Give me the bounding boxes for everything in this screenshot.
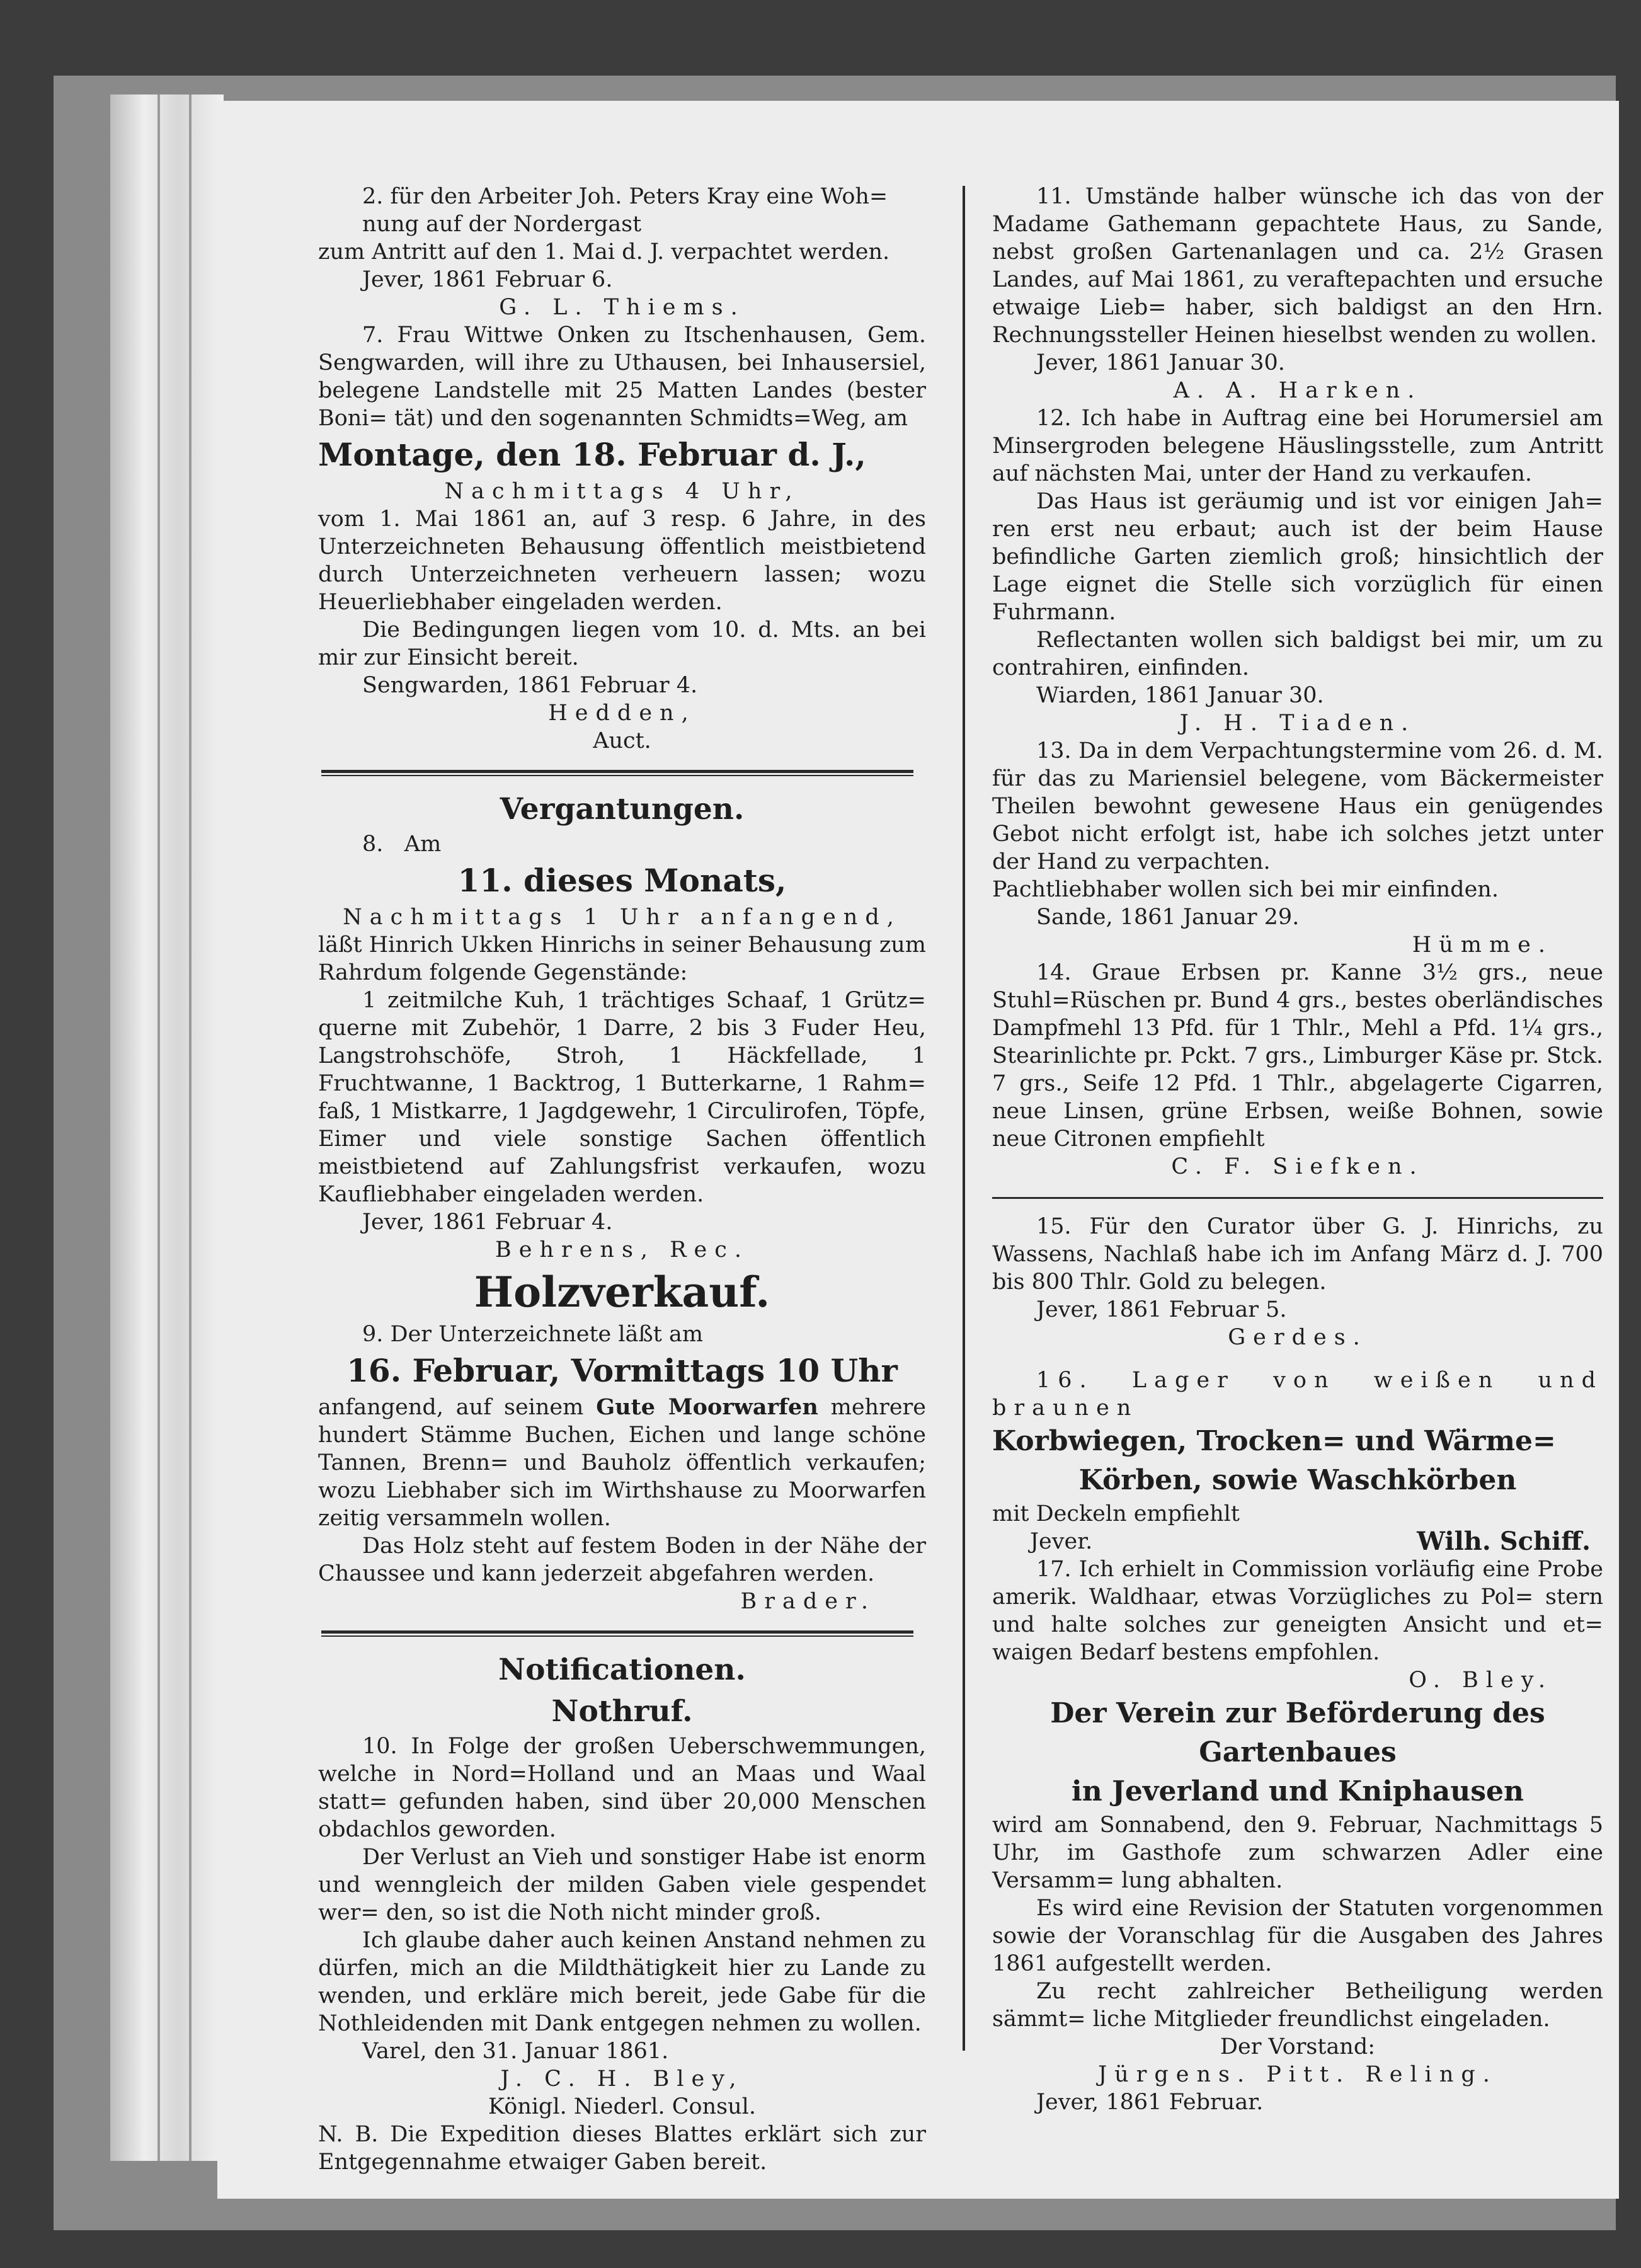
- ad-8-text: läßt Hinrich Ukken Hinrichs in seiner Behausung zum Rahrdum folgende Gegenstände:: [318, 932, 926, 985]
- ad-9-headline: 16. Februar, Vormittags 10 Uhr: [346, 1352, 898, 1389]
- ad-9: [318, 1320, 926, 1615]
- ad-11-text: 11. Umstände halber wünsche ich das von der Madame Gathemann gepachtete Haus, zu Sande, nebst großen Gartenanlagen und ca. 2½ Grasen Landes, auf Mai 1861, zu veraftepachten und ersuche etwaige Lieb= haber, sich baldigst an den Hrn. Rechnungssteller Heinen hieselbst wenden zu wollen.: [992, 184, 1603, 348]
- ad-2-signature: G. L. Thiems.: [499, 295, 745, 320]
- ad-7-headline: Montage, den 18. Februar d. J.,: [318, 436, 866, 473]
- ad-10-nota-bene: N. B. Die Expedition dieses Blattes erklärt sich zur Entgegennahme etwaiger Gaben bereit.: [318, 2122, 926, 2175]
- ad-2-line-2: nung auf der Nordergast: [362, 212, 642, 237]
- verein-names: Jürgens. Pitt. Reling.: [1098, 2062, 1497, 2087]
- right-column: [992, 183, 1603, 2116]
- book-binding-edge: [110, 94, 224, 2161]
- ad-10-text: 10. In Folge der großen Ueberschwemmungen, welche in Nord=Holland und an Maas und Waal statt= gefunden haben, sind über 20,000 Menschen obdachlos geworden.: [318, 1734, 926, 1842]
- ad-17: [992, 1555, 1603, 1694]
- ad-8-am: Am: [404, 832, 442, 857]
- ad-16-line-1: 16. Lager von weißen und braunen: [992, 1368, 1603, 1421]
- ad-7-place: Sengwarden, 1861 Februar 4.: [362, 673, 698, 698]
- ad-15-text: 15. Für den Curator über G. J. Hinrichs, zu Wassens, Nachlaß habe ich im Anfang März d. J. 700 bis 800 Thlr. Gold zu belegen.: [992, 1214, 1603, 1295]
- ad-16-bold-2: Körben, sowie Waschkörben: [1078, 1464, 1517, 1496]
- ad-10-signature-title: Königl. Niederl. Consul.: [488, 2094, 756, 2119]
- ad-12-text: 12. Ich habe in Auftrag eine bei Horumersiel am Minsergroden belegene Häuslingsstelle, zum Antritt auf nächsten Mai, unter der Hand zu verkaufen.: [992, 406, 1603, 486]
- ad-17-signature: O. Bley.: [1409, 1668, 1553, 1693]
- ad-9-estate: Gute Moorwarfen: [596, 1394, 818, 1420]
- ad-16-bold-1: Korbwiegen, Trocken= und Wärme=: [992, 1425, 1556, 1457]
- ad-7-conditions: Die Bedingungen liegen vom 10. d. Mts. an bei mir zur Einsicht bereit.: [318, 617, 926, 670]
- ad-9-text-2: Das Holz steht auf festem Boden in der Nähe der Chaussee und kann jederzeit abgefahren werden.: [318, 1533, 926, 1586]
- ad-14-signature: C. F. Siefken.: [1171, 1154, 1424, 1179]
- ad-10-signature: J. C. H. Bley,: [500, 2066, 744, 2092]
- ad-7-time: Nachmittags 4 Uhr,: [444, 479, 800, 504]
- ad-8: [318, 830, 926, 1264]
- ad-7: [318, 321, 926, 755]
- ad-12: [992, 404, 1603, 737]
- ad-13-signature: Hümme.: [1412, 932, 1553, 958]
- ad-8-headline: 11. dieses Monats,: [457, 862, 787, 899]
- binding-line: [157, 94, 160, 2161]
- ad-10-text-2: Der Verlust an Vieh und sonstiger Habe ist enorm und wenngleich der milden Gaben viele gespendet wer= den, so ist die Noth nicht minder groß.: [318, 1845, 926, 1925]
- ad-11-signature: A. A. Harken.: [1173, 378, 1422, 403]
- ad-9-intro: 9. Der Unterzeichnete läßt am: [362, 1322, 704, 1347]
- ad-12-signature: J. H. Tiaden.: [1179, 711, 1416, 736]
- verein-heading-3: in Jeverland und Kniphausen: [1072, 1775, 1524, 1807]
- ad-2-place: Jever, 1861 Februar 6.: [362, 267, 613, 292]
- verein-heading-1: Der Verein zur Beförderung des: [1050, 1697, 1545, 1729]
- section-rule: [321, 1630, 913, 1637]
- ad-16: [992, 1366, 1603, 1555]
- section-heading-nothruf: Nothruf.: [551, 1694, 693, 1729]
- ad-16-place: Jever.: [1030, 1529, 1093, 1554]
- ad-15-signature: Gerdes.: [1228, 1325, 1368, 1350]
- section-heading-notificationen: Notificationen.: [498, 1652, 746, 1687]
- ad-8-time: Nachmittags 1 Uhr anfangend,: [343, 905, 901, 930]
- ad-12-text-2: Das Haus ist geräumig und ist vor einigen Jah= ren erst neu erbaut; auch ist der beim Hause befindliche Garten ziemlich groß; hinsichtlich der Lage eignet die Stelle sich vorzüglich für einen Fuhrmann.: [992, 489, 1603, 625]
- ad-9-signature: Brader.: [740, 1589, 876, 1614]
- ad-10-text-3: Ich glaube daher auch keinen Anstand nehmen zu dürfen, mich an die Mildthätigkeit hier zu Lande zu wenden, und erkläre mich bereit, jede Gabe für die Nothleidenden mit Dank entgegen nehmen zu wollen.: [318, 1928, 926, 2036]
- verein-text-3: Zu recht zahlreicher Betheiligung werden sämmt= liche Mitglieder freundlichst eingeladen.: [992, 1979, 1603, 2032]
- ad-17-text: 17. Ich erhielt in Commission vorläufig eine Probe amerik. Waldhaar, etwas Vorzügliches zu Pol= stern und halte solches zur geneigten Ansicht und et= waigen Bedarf bestens empfohlen.: [992, 1557, 1603, 1665]
- ad-8-number: 8.: [362, 832, 384, 857]
- ad-12-text-3: Reflectanten wollen sich baldigst bei mir, um zu contrahiren, einfinden.: [992, 627, 1603, 680]
- ad-8-signature: Behrens, Rec.: [495, 1237, 749, 1263]
- ad-11-place: Jever, 1861 Januar 30.: [1036, 350, 1285, 375]
- ad-7-signature: Hedden,: [548, 701, 696, 726]
- ad-2: [318, 183, 926, 321]
- ad-13-text: 13. Da in dem Verpachtungstermine vom 26. d. M. für das zu Mariensiel belegene, vom Bäckermeister Theilen bewohnt gewesene Haus ein genügendes Gebot nicht erfolgt ist, habe ich solches jetzt unter der Hand zu verpachten.: [992, 738, 1603, 874]
- ad-15: [992, 1213, 1603, 1351]
- section-heading-vergantungen: Vergantungen.: [500, 792, 745, 827]
- ad-14: [992, 959, 1603, 1181]
- section-heading-holzverkauf: Holzverkauf.: [474, 1268, 770, 1317]
- ad-12-place: Wiarden, 1861 Januar 30.: [1036, 683, 1324, 708]
- ad-verein: [992, 1694, 1603, 2116]
- column-divider: [963, 186, 965, 2051]
- ad-13-text-2: Pachtliebhaber wollen sich bei mir einfinden.: [992, 877, 1499, 902]
- ad-8-place: Jever, 1861 Februar 4.: [362, 1210, 613, 1235]
- ad-16-line-2: mit Deckeln empfiehlt: [992, 1501, 1240, 1526]
- verein-heading-2: Gartenbaues: [1199, 1736, 1397, 1768]
- verein-text-2: Es wird eine Revision der Statuten vorgenommen sowie der Voranschlag für die Ausgaben des Jahres 1861 aufgestellt werden.: [992, 1896, 1603, 1976]
- ad-9-text-post: mehrere hundert Stämme Buchen, Eichen und lange schöne Tannen, Brenn= und Bauholz öffentlich verkaufen; wozu Liebhaber sich im Wirthshause zu Moorwarfen zeitig versammeln wollen.: [318, 1395, 926, 1531]
- ad-10: [318, 1732, 926, 2176]
- ad-2-line-1: 2. für den Arbeiter Joh. Peters Kray eine Woh=: [362, 184, 888, 209]
- binding-line: [189, 94, 192, 2161]
- ad-15-place: Jever, 1861 Februar 5.: [1036, 1297, 1287, 1322]
- verein-text: wird am Sonnabend, den 9. Februar, Nachmittags 5 Uhr, im Gasthofe zum schwarzen Adler eine Versamm= lung abhalten.: [992, 1813, 1603, 1893]
- ad-2-line-3: zum Antritt auf den 1. Mai d. J. verpachtet werden.: [318, 239, 890, 265]
- ad-7-text-2: vom 1. Mai 1861 an, auf 3 resp. 6 Jahre, in des Unterzeichneten Behausung öffentlich meistbietend durch Unterzeichneten verheuern lassen; wozu Heuerliebhaber eingeladen werden.: [318, 507, 926, 615]
- ad-7-text: 7. Frau Wittwe Onken zu Itschenhausen, Gem. Sengwarden, will ihre zu Uthausen, bei Inhausersiel, belegene Landstelle mit 25 Matten Landes (bester Boni= tät) und den sogenannten Schmidts=Weg, am: [318, 323, 926, 431]
- verein-place: Jever, 1861 Februar.: [1036, 2090, 1264, 2115]
- ad-8-items: 1 zeitmilche Kuh, 1 trächtiges Schaaf, 1 Grütz= querne mit Zubehör, 1 Darre, 2 bis 3 Fuder Heu, Langstrohschöfe, Stroh, 1 Häckfellade, 1 Fruchtwanne, 1 Backtrog, 1 Butterkarne, 1 Rahm= faß, 1 Mistkarre, 1 Jagdgewehr, 1 Circulirofen, Töpfe, Eimer und viele sonstige Sachen öffentlich meistbietend auf Zahlungsfrist verkaufen, wozu Kaufliebhaber eingeladen werden.: [318, 988, 926, 1207]
- ad-10-place: Varel, den 31. Januar 1861.: [362, 2039, 669, 2064]
- ad-16-signature: Wilh. Schiff.: [1417, 1526, 1591, 1556]
- section-rule: [321, 770, 913, 776]
- left-column: [318, 183, 926, 2176]
- ad-7-signature-title: Auct.: [593, 728, 651, 753]
- section-rule: [992, 1197, 1603, 1199]
- ad-14-text: 14. Graue Erbsen pr. Kanne 3½ grs., neue Stuhl=Rüschen pr. Bund 4 grs., bestes oberländisches Dampfmehl 13 Pfd. für 1 Thlr., Mehl a Pfd. 1¼ grs., Stearinlichte pr. Pckt. 7 grs., Limburger Käse pr. Stck. 7 grs., Seife 12 Pfd. 1 Thlr., abgelagerte Cigarren, neue Linsen, grüne Erbsen, weiße Bohnen, sowie neue Citronen empfiehlt: [992, 960, 1603, 1152]
- ad-13: [992, 737, 1603, 959]
- ad-9-text-pre: anfangend, auf seinem: [318, 1395, 584, 1420]
- verein-vorstand: Der Vorstand:: [1220, 2034, 1376, 2059]
- ad-11: [992, 183, 1603, 404]
- ad-13-place: Sande, 1861 Januar 29.: [1036, 905, 1300, 930]
